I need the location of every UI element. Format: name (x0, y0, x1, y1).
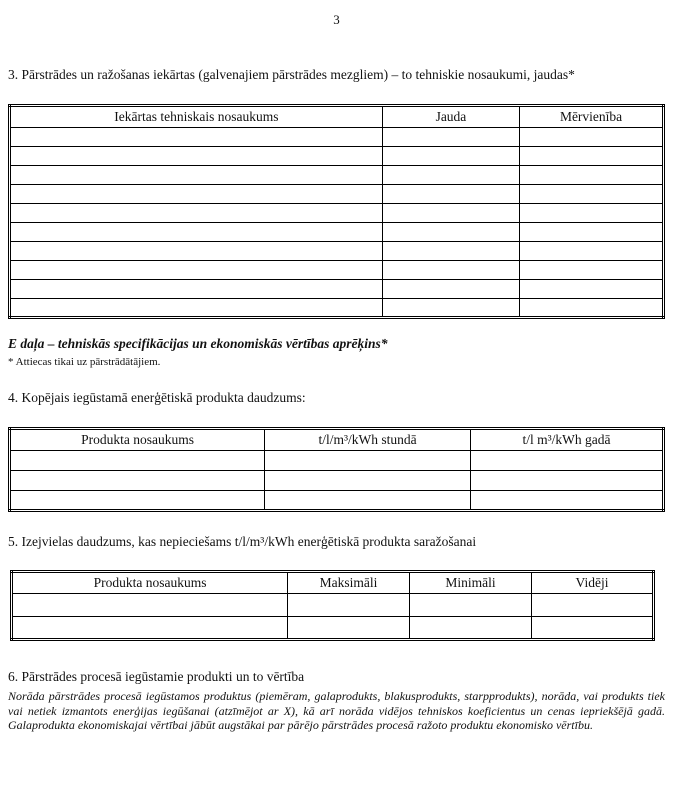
equipment-table-body (10, 128, 664, 318)
energy-product-quantity-table (8, 427, 665, 512)
page-number: 3 (333, 12, 340, 27)
table-row (10, 166, 664, 185)
table-cell (10, 147, 383, 166)
section6-title: 6. Pārstrādes procesā iegūstamie produkti un to vērtība (8, 669, 305, 684)
column-header-minimum: Minimāli (410, 572, 532, 594)
table-cell (10, 280, 383, 299)
table-cell (265, 491, 471, 511)
table-cell (471, 471, 664, 491)
table-cell (520, 166, 664, 185)
table-cell (520, 204, 664, 223)
table-cell (520, 147, 664, 166)
table-cell (471, 491, 664, 511)
table-row (12, 617, 654, 640)
table-cell (10, 451, 265, 471)
table-cell (471, 451, 664, 471)
table-cell (10, 299, 383, 318)
section4-title: 4. Kopējais iegūstamā enerģētiskā produkta daudzums: (8, 390, 306, 405)
table-row (10, 242, 664, 261)
table-cell (10, 223, 383, 242)
column-header-average: Vidēji (532, 572, 654, 594)
table-cell (382, 299, 519, 318)
section6-note: Norāda pārstrādes procesā iegūstamos produktus (piemēram, galaprodukts, blakusprodukts, starpprodukts), norāda, vai produkts tiek vai netiek izmantots enerģijas iegūšanai (atzīmējot ar X), kā arī norāda vidējos tehniskos koeficientus un cenas iepriekšējā gadā. Galaprodukta ekonomiskajai vērtībai jābūt augstākai par pārējo pārstrādes procesā ražoto produktu ekonomisko vērtību. (8, 689, 665, 732)
table-cell (10, 166, 383, 185)
column-header-maximum: Maksimāli (288, 572, 410, 594)
table-cell (12, 594, 288, 617)
table-row (10, 299, 664, 318)
equipment-table (8, 104, 665, 319)
table-cell (532, 617, 654, 640)
table-cell (532, 594, 654, 617)
table-cell (382, 223, 519, 242)
column-header-unit: Mērvienība (520, 106, 664, 128)
column-header-per-year: t/l m³/kWh gadā (471, 429, 664, 451)
column-header-per-hour: t/l/m³/kWh stundā (265, 429, 471, 451)
table-row (10, 491, 664, 511)
table-cell (265, 451, 471, 471)
table-cell (382, 280, 519, 299)
table-row (10, 451, 664, 471)
table-cell (382, 128, 519, 147)
table-cell (10, 242, 383, 261)
column-header-product-name: Produkta nosaukums (12, 572, 288, 594)
raw-material-quantity-table (10, 570, 655, 641)
table-cell (410, 594, 532, 617)
table-cell (520, 223, 664, 242)
table-cell (382, 166, 519, 185)
part-e-footnote: * Attiecas tikai uz pārstrādātājiem. (8, 356, 161, 368)
column-header-product-name: Produkta nosaukums (10, 429, 265, 451)
table-cell (520, 128, 664, 147)
table-cell (10, 128, 383, 147)
table-cell (265, 471, 471, 491)
table-cell (520, 242, 664, 261)
table-row (10, 185, 664, 204)
table-row (10, 204, 664, 223)
section5-title: 5. Izejvielas daudzums, kas nepieciešams t/l/m³/kWh enerģētiskā produkta saražošanai (8, 534, 477, 549)
table-cell (10, 491, 265, 511)
table-cell (10, 261, 383, 280)
table-cell (10, 471, 265, 491)
equipment-table-header-row (10, 106, 664, 128)
table-cell (382, 242, 519, 261)
column-header-power: Jauda (382, 106, 519, 128)
table-row (12, 594, 654, 617)
table-cell (288, 594, 410, 617)
column-header-equipment-name: Iekārtas tehniskais nosaukums (10, 106, 383, 128)
part-e-heading: E daļa – tehniskās specifikācijas un ekonomiskās vērtības aprēķins* (8, 336, 388, 351)
table-cell (382, 261, 519, 280)
table-cell (382, 185, 519, 204)
table-cell (520, 185, 664, 204)
table-row (10, 223, 664, 242)
table-cell (382, 204, 519, 223)
energy-product-table-header-row (10, 429, 664, 451)
section3-title: 3. Pārstrādes un ražošanas iekārtas (galvenajiem pārstrādes mezgliem) – to tehniskie nosaukumi, jaudas* (8, 67, 575, 82)
table-cell (12, 617, 288, 640)
table-cell (520, 280, 664, 299)
table-cell (410, 617, 532, 640)
energy-product-table-body (10, 451, 664, 511)
table-row (10, 147, 664, 166)
table-row (10, 128, 664, 147)
table-cell (10, 185, 383, 204)
table-cell (520, 261, 664, 280)
table-cell (10, 204, 383, 223)
table-cell (288, 617, 410, 640)
table-cell (520, 299, 664, 318)
table-row (10, 280, 664, 299)
raw-material-table-header-row (12, 572, 654, 594)
table-cell (382, 147, 519, 166)
table-row (10, 471, 664, 491)
raw-material-table-body (12, 594, 654, 640)
table-row (10, 261, 664, 280)
